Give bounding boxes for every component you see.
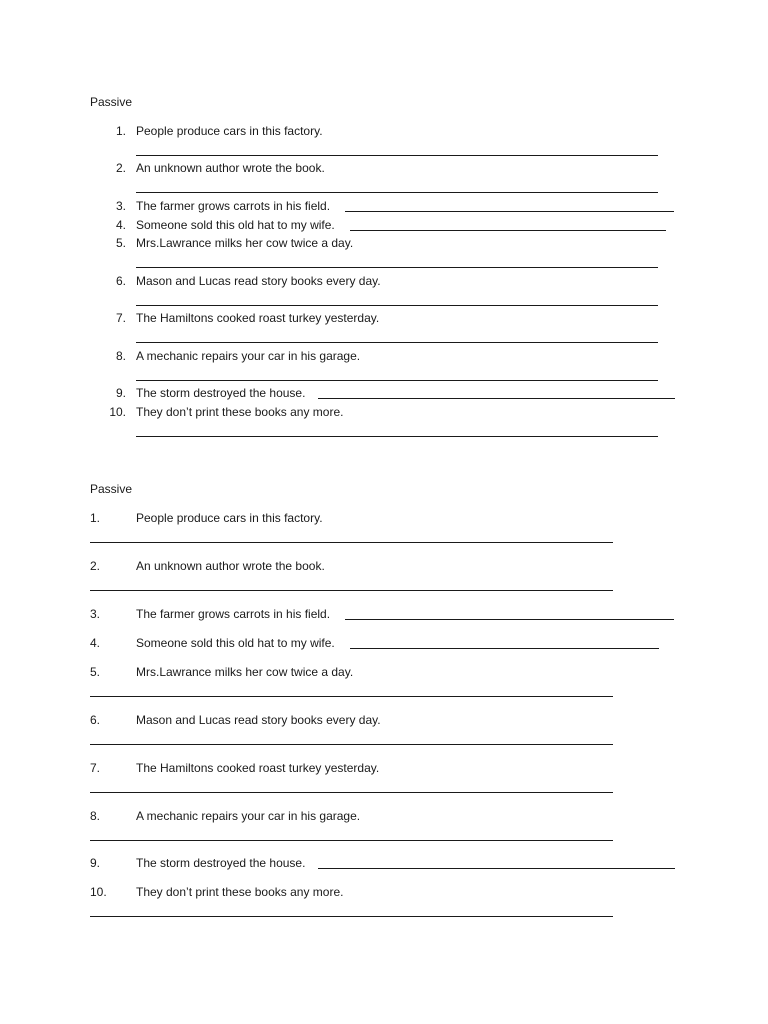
item-sentence: They don’t print these books any more.: [136, 885, 344, 899]
item-number: 8.: [115, 349, 126, 363]
answer-line[interactable]: [136, 342, 658, 343]
answer-line[interactable]: [90, 696, 613, 697]
item-sentence: People produce cars in this factory.: [136, 124, 323, 138]
item-sentence: Someone sold this old hat to my wife.: [136, 636, 335, 650]
item-sentence: People produce cars in this factory.: [136, 511, 323, 525]
item-sentence: An unknown author wrote the book.: [136, 161, 325, 175]
answer-line[interactable]: [136, 192, 658, 193]
item-number: 8.: [90, 809, 101, 823]
answer-line[interactable]: [136, 267, 658, 268]
answer-line[interactable]: [90, 590, 613, 591]
answer-line[interactable]: [90, 916, 613, 917]
item-number: 9.: [115, 386, 126, 400]
answer-line[interactable]: [136, 305, 658, 306]
answer-line[interactable]: [90, 542, 613, 543]
answer-line[interactable]: [90, 792, 613, 793]
item-sentence: Mrs.Lawrance milks her cow twice a day.: [136, 236, 354, 250]
item-number: 1.: [90, 511, 101, 525]
item-sentence: The storm destroyed the house.: [136, 386, 306, 400]
item-sentence: The farmer grows carrots in his field.: [136, 607, 331, 621]
item-number: 9.: [90, 856, 101, 870]
item-number: 4.: [115, 218, 126, 232]
item-sentence: A mechanic repairs your car in his garage.: [136, 349, 361, 363]
item-number: 2.: [90, 559, 101, 573]
item-sentence: The storm destroyed the house.: [136, 856, 306, 870]
section1-heading: Passive: [90, 95, 133, 109]
item-number: 6.: [115, 274, 126, 288]
item-number: 6.: [90, 713, 101, 727]
answer-line[interactable]: [136, 380, 658, 381]
answer-line[interactable]: [136, 155, 658, 156]
item-number: 5.: [90, 665, 101, 679]
item-sentence: Someone sold this old hat to my wife.: [136, 218, 335, 232]
item-number: 10.: [109, 405, 126, 419]
answer-line[interactable]: [350, 648, 659, 649]
item-sentence: Mason and Lucas read story books every day.: [136, 713, 381, 727]
item-number: 3.: [115, 199, 126, 213]
item-sentence: The farmer grows carrots in his field.: [136, 199, 331, 213]
item-number: 5.: [115, 236, 126, 250]
answer-line[interactable]: [350, 230, 666, 231]
item-sentence: The Hamiltons cooked roast turkey yesterday.: [136, 761, 380, 775]
item-sentence: Mrs.Lawrance milks her cow twice a day.: [136, 665, 354, 679]
item-number: 1.: [115, 124, 126, 138]
answer-line[interactable]: [345, 211, 674, 212]
item-number: 2.: [115, 161, 126, 175]
answer-line[interactable]: [90, 744, 613, 745]
answer-line[interactable]: [318, 398, 675, 399]
answer-line[interactable]: [90, 840, 613, 841]
item-sentence: They don’t print these books any more.: [136, 405, 344, 419]
item-number: 7.: [115, 311, 126, 325]
item-number: 7.: [90, 761, 101, 775]
item-sentence: Mason and Lucas read story books every day.: [136, 274, 381, 288]
item-sentence: The Hamiltons cooked roast turkey yesterday.: [136, 311, 380, 325]
item-number: 3.: [90, 607, 101, 621]
item-number: 10.: [90, 885, 107, 899]
item-number: 4.: [90, 636, 101, 650]
answer-line[interactable]: [345, 619, 674, 620]
item-sentence: An unknown author wrote the book.: [136, 559, 325, 573]
section2-heading: Passive: [90, 482, 133, 496]
item-sentence: A mechanic repairs your car in his garage.: [136, 809, 361, 823]
answer-line[interactable]: [136, 436, 658, 437]
answer-line[interactable]: [318, 868, 675, 869]
